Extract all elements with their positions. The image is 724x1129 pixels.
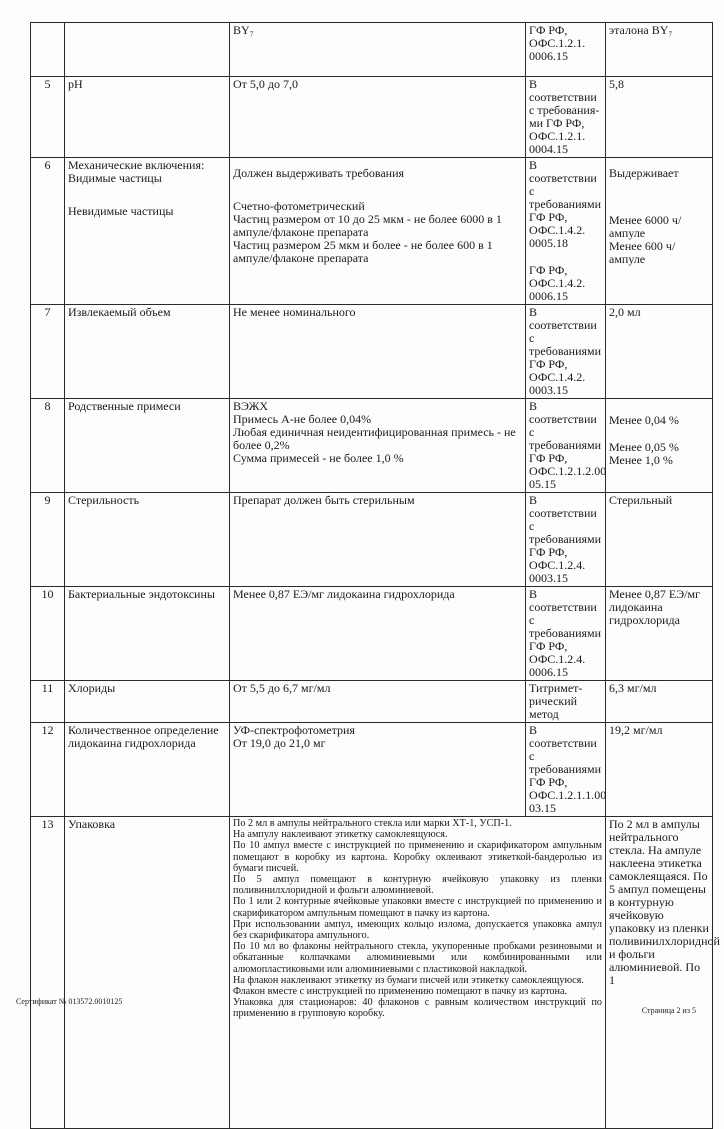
requirement-limit-2: Любая единичная неидентифицированная примесь - не более 0,2% [233, 425, 516, 452]
packaging-paragraph: При использовании ампул, имеющих кольцо излома, допускается упаковка ампул без скарификатора ампульного. [233, 918, 602, 942]
table-row [31, 723, 713, 817]
result-2: Менее 6000 ч/ампуле [609, 213, 682, 240]
result: 2,0 мл [606, 305, 713, 399]
requirement-method: Счетно-фотометрический [233, 199, 365, 213]
reference-method: Титримет-рический метод [526, 681, 606, 723]
result: эталона BY₇ [606, 23, 713, 77]
table-row [31, 493, 713, 587]
requirement: Менее 0,87 ЕЭ/мг лидокаина гидрохлорида [230, 587, 526, 681]
packaging-paragraph: Упаковка для стационаров: 40 флаконов с равным количеством инструкций по применению в групповую коробку. [233, 997, 602, 1020]
requirement: Не менее номинального [230, 305, 526, 399]
table-row [31, 587, 713, 681]
requirement-limit-3: Сумма примесей - не более 1,0 % [233, 451, 404, 465]
row-number: 13 [31, 817, 65, 1129]
packaging-paragraph: Флакон вместе с инструкцией по применению помещают в пачку из картона. [233, 986, 568, 998]
row-number: 5 [31, 77, 65, 158]
packaging-paragraph: По 1 или 2 контурные ячейковые упаковки вместе с инструкцией по применению и скарификатором ампульным помещают в пачку из картона. [233, 896, 602, 919]
packaging-paragraph: По 10 ампул вместе с инструкцией по применению и скарификатором ампульным помещают в коробку из картона. Коробку оклеивают этикеткой-бандеролью из бумаги писчей. [233, 840, 602, 874]
result-3: Менее 600 ч/ампуле [609, 239, 676, 266]
packaging-paragraph: По 10 мл во флаконы нейтрального стекла, укупоренные пробками резиновыми и обкатанные колпачками алюминиевыми или комбинированными или алюмопластиковыми или алюминиевыми с пластиковой накладкой. [233, 941, 602, 975]
row-number: 11 [31, 681, 65, 723]
row-number: 8 [31, 399, 65, 493]
requirement-method: УФ-спектрофотометрия [233, 723, 355, 737]
result: Выдерживает [609, 166, 679, 180]
packaging-paragraph: На ампулу наклеивают этикетку самоклеящуюся. [233, 829, 448, 841]
reference-method: В соответствии с требования-ми ГФ РФ, ОФС.1.2.1. 0004.15 [526, 77, 606, 158]
test-name: Механические включения: [68, 158, 205, 172]
requirement: От 5,0 до 7,0 [230, 77, 526, 158]
test-name: pH [65, 77, 230, 158]
table-row [31, 399, 713, 493]
table-row [31, 681, 713, 723]
table-row [31, 305, 713, 399]
row-number: 6 [31, 158, 65, 305]
reference-method: В соответствии с требованиями ГФ РФ, ОФС.1.2.4. 0006.15 [526, 587, 606, 681]
test-name: Хлориды [65, 681, 230, 723]
requirement-limit-1: Частиц размером от 10 до 25 мкм - не более 6000 в 1 ампуле/флаконе препарата [233, 212, 502, 239]
reference-method: В соответствии с требованиями ГФ РФ, ОФС.1.2.4. 0003.15 [526, 493, 606, 587]
result: Менее 0,87 ЕЭ/мг лидокаина гидрохлорида [606, 587, 713, 681]
requirement: Должен выдерживать требования [233, 166, 405, 180]
test-name: Родственные примеси [65, 399, 230, 493]
result: 6,3 мг/мл [606, 681, 713, 723]
requirement-method: ВЭЖХ [233, 399, 269, 413]
reference-method: В соответствии с требованиями ГФ РФ, ОФС.1.4.2. 0003.15 [526, 305, 606, 399]
reference-method: В соответствии с требованиями ГФ РФ, ОФС.1.2.1.2.00 05.15 [526, 399, 606, 493]
certificate-number: Сертификат № 013572.0010125 [16, 997, 123, 1006]
row-number [31, 23, 65, 77]
result-2: Менее 0,05 % [609, 440, 679, 454]
page-number: Страница 2 из 5 [641, 1006, 696, 1015]
result: По 2 мл в ампулы нейтрального стекла. На ампуле наклеена этикетка самоклеящаяся. По 5 ампул помещены в контурную ячейковую упаковку из пленки поливинилхлоридной и фольги алюминиевой. По 1 [606, 817, 713, 1129]
result: Стерильный [606, 493, 713, 587]
packaging-paragraph: По 2 мл в ампулы нейтрального стекла или марки ХТ-1, УСП-1. [233, 818, 512, 829]
requirement-limit-1: Примесь А-не более 0,04% [233, 412, 372, 426]
table-row [31, 23, 713, 77]
test-name: Упаковка [65, 817, 230, 1129]
row-number: 10 [31, 587, 65, 681]
test-name [65, 23, 230, 77]
packaging-description [230, 817, 606, 1129]
requirement-limit-2: Частиц размером 25 мкм и более - не более 600 в 1 ампуле/флаконе препарата [233, 238, 493, 265]
packaging-paragraph: На флакон наклеивают этикетку из бумаги писчей или этикетку самоклеящуюся. [233, 974, 584, 986]
row-number: 9 [31, 493, 65, 587]
row-number: 7 [31, 305, 65, 399]
reference-method: В соответствии с требованиями ГФ РФ, ОФС.1.2.1.1.00 03.15 [526, 723, 606, 817]
table-row [31, 158, 713, 305]
test-name: Извлекаемый объем [65, 305, 230, 399]
reference-method-2: ГФ РФ, ОФС.1.4.2. 0006.15 [529, 263, 586, 303]
requirement: BY₇ [230, 23, 526, 77]
test-subname-invisible: Невидимые частицы [68, 204, 174, 218]
result: 5,8 [606, 77, 713, 158]
result: 19,2 мг/мл [606, 723, 713, 817]
packaging-paragraph: По 5 ампул помещают в контурную ячейковую упаковку из пленки поливинилхлоридной и фольги алюминиевой. [233, 874, 602, 897]
table-row [31, 817, 713, 1129]
result-3: Менее 1,0 % [609, 453, 673, 467]
reference-method: ГФ РФ, ОФС.1.2.1. 0006.15 [526, 23, 606, 77]
reference-method: В соответствии с требованиями ГФ РФ, ОФС.1.4.2. 0005.18 [529, 158, 602, 250]
test-subname-visible: Видимые частицы [68, 171, 162, 185]
test-name: Стерильность [65, 493, 230, 587]
test-name: Бактериальные эндотоксины [65, 587, 230, 681]
test-name: Количественное определение лидокаина гидрохлорида [65, 723, 230, 817]
row-number: 12 [31, 723, 65, 817]
requirement: От 5,5 до 6,7 мг/мл [230, 681, 526, 723]
requirement-limit: От 19,0 до 21,0 мг [233, 736, 326, 750]
spec-table [30, 22, 720, 1129]
table-row [31, 77, 713, 158]
requirement: Препарат должен быть стерильным [230, 493, 526, 587]
result: Менее 0,04 % [609, 413, 679, 427]
